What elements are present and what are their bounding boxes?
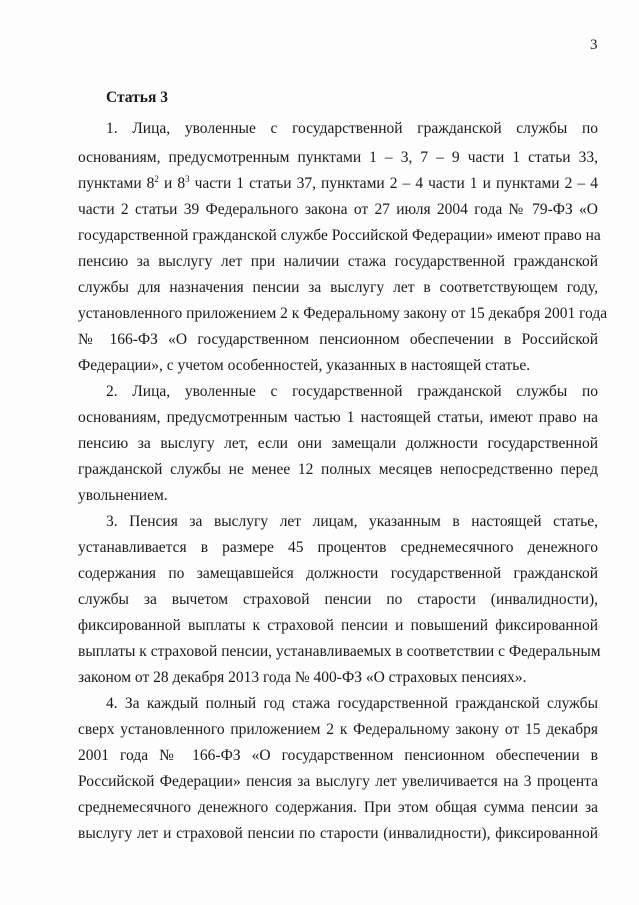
superscript: 3 [185, 174, 190, 184]
text-line: части 2 статьи 39 Федерального закона от 27 июля 2004 года № 79-ФЗ «О [78, 201, 598, 218]
text-line: 3. Пенсия за выслугу лет лицам, указанным в настоящей статье, [106, 513, 598, 530]
text-line: Федерации», с учетом особенностей, указанных в настоящей статье. [78, 357, 531, 374]
text-line: 2001 года № 166-ФЗ «О государственном пенсионном обеспечении в [78, 747, 598, 764]
text-line: установленного приложением 2 к Федеральному закону от 15 декабря 2001 года [78, 305, 608, 322]
text-line: Российской Федерации» пенсия за выслугу лет увеличивается на 3 процента [78, 773, 598, 790]
text-line: основаниям, предусмотренным пунктами 1 – 3, 7 – 9 части 1 статьи 33, [78, 149, 598, 166]
text-line: среднемесячного денежного содержания. При этом общая сумма пенсии за [78, 799, 598, 816]
text-line: сверх установленного приложением 2 к Федеральному закону от 15 декабря [78, 721, 598, 738]
text-line: фиксированной выплаты к страховой пенсии и повышений фиксированной [78, 617, 598, 634]
superscript: 2 [154, 174, 159, 184]
text-line: выслугу лет и страховой пенсии по старости (инвалидности), фиксированной [78, 825, 598, 842]
text-fragment: пунктами 8 [78, 175, 155, 192]
page-number: 3 [590, 37, 598, 53]
text-fragment: части 1 статьи 37, пунктами 2 – 4 части 1 и пунктами 2 – 4 [189, 175, 598, 192]
text-line: содержания по замещавшейся должности государственной гражданской [78, 565, 598, 582]
text-line: 4. За каждый полный год стажа государственной гражданской службы [106, 695, 598, 712]
text-line: устанавливается в размере 45 процентов среднемесячного денежного [78, 539, 598, 556]
text-line: 1. Лица, уволенные с государственной гражданской службы по [106, 120, 598, 137]
text-line: № 166-ФЗ «О государственном пенсионном обеспечении в Российской [78, 331, 598, 348]
text-line: службы за вычетом страховой пенсии по старости (инвалидности), [78, 591, 598, 608]
text-line: пенсию за выслугу лет, если они замещали должности государственной [78, 435, 598, 452]
text-line: гражданской службы не менее 12 полных месяцев непосредственно перед [78, 461, 598, 478]
text-line-with-superscripts [78, 174, 598, 194]
text-line: выплаты к страховой пенсии, устанавливаемых в соответствии с Федеральным [78, 643, 601, 660]
text-line: службы для назначения пенсии за выслугу лет в соответствующем году, [78, 279, 598, 296]
text-line: пенсию за выслугу лет при наличии стажа государственной гражданской [78, 253, 598, 270]
text-line: государственной гражданской службе Российской Федерации» имеют право на [78, 227, 601, 244]
text-fragment: и 8 [158, 175, 186, 192]
text-line: 2. Лица, уволенные с государственной гражданской службы по [106, 383, 598, 400]
article-title: Статья 3 [106, 89, 168, 106]
text-line: законом от 28 декабря 2013 года № 400-ФЗ «О страховых пенсиях». [78, 669, 527, 686]
text-line: увольнением. [78, 487, 168, 504]
text-line: основаниям, предусмотренным частью 1 настоящей статьи, имеют право на [78, 409, 598, 426]
